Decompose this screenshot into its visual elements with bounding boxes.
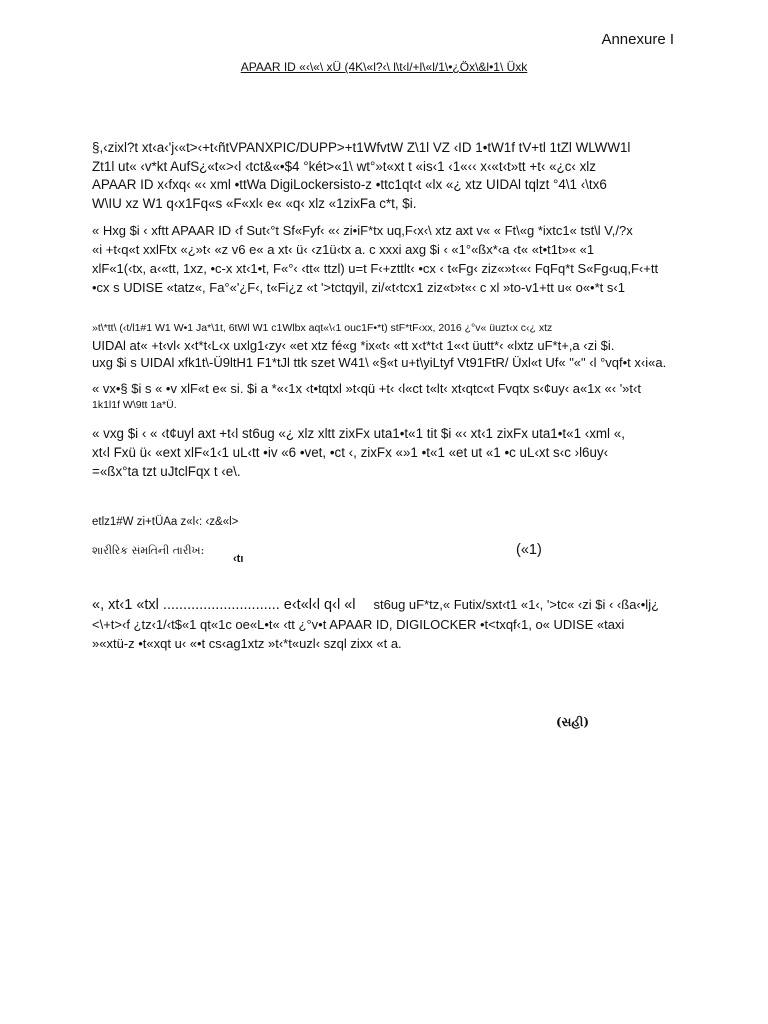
consent-date-label: શારીરિક સંમતિની તારીખ: — [92, 544, 205, 557]
text-line: « vxg $i ‹ « ‹t¢uyl axt +t‹l st6ug «¿ xlz xltt zixFx uta1•t«1 tit $i «‹ xt‹1 zixFx uta1•t«1 ‹xml «, — [92, 426, 625, 441]
text-line: Zt1l ut« ‹v*kt AufS¿«t«>‹l ‹tct&«•$4 °két>«1\ wt°»t«xt t «is‹1 ‹1«‹‹ x‹«t‹t»tt +t‹ «¿c‹ xlz — [92, 158, 596, 174]
paragraph-intro — [92, 139, 674, 213]
paragraph-uidai — [92, 320, 674, 371]
declaration-part-1: «, xt‹1 «txl ............................. e‹t«l‹l q‹l «l — [92, 597, 356, 613]
declaration-part-2: st6ug uF*tz,« Futix/sxt‹t1 «1‹, '>tc« ‹zi $i ‹ ‹ßa‹•lj¿ — [373, 597, 660, 612]
text-line: UIDAl at« +t‹vl‹ x‹t*t‹L‹x uxlg1‹zy‹ «et xtz fé«g *ix«t‹ «tt x‹t*t‹t 1«‹t üutt*‹ «lxtz uF*t+,a ‹zi $i. — [92, 338, 615, 353]
text-line: •cx s UDISE «tatz«, Fa°«'¿F‹, t«Fi¿z «t '>tctqyil, zi/«t‹tcx1 ziz«t»t«‹ c xl »to-v1+tt u« o«•*t s‹1 — [92, 280, 625, 295]
text-line: xt‹l Fxü ü‹ «ext xlF«1‹1 uL‹tt •iv «6 •vet, •ct ‹, zixFx «»1 •t«1 «et ut «1 •c uL‹xt s‹c ›l6uy‹ — [92, 445, 609, 460]
paragraph-consent — [92, 221, 674, 297]
text-line: »«xtü-z •t«xqt u‹ «•t cs‹ag1xtz »t‹*t«uzl‹ szql zixx «t a. — [92, 636, 402, 651]
text-line — [92, 595, 674, 615]
field-line-1: etlz1#W zi+tÜAa z«l‹: ‹z&«l> — [92, 516, 239, 528]
paragraph-withdrawal — [92, 424, 674, 481]
text-line: APAAR ID x‹fxq‹ «‹ xml •ttWa DigiLockersisto-z •ttc1qt‹t «lx «¿ xtz UIDAl tqlzt °4\1 ‹\tx6 — [92, 177, 607, 193]
signature-label: (સહી) — [556, 715, 590, 729]
text-line: 1k1l1f W\9tt 1a*Ü. — [92, 399, 177, 411]
field-right-value: («1) — [516, 542, 542, 558]
text-line: <\+t>‹f ¿tz‹1/‹t$«1 qt«1c oe«L•t« ‹tt ¿°v•t APAAR ID, DIGILOCKER •t<txqf‹1, o« UDISE «taxi — [92, 617, 625, 632]
text-line: §,‹zixl?t xt‹a‹'j‹«t>‹+t‹ñtVPANXPIC/DUPP>+t1WfvtW Z\1l VZ ‹ID 1•tW1f tV+tl 1tZl WLWW1l — [92, 140, 631, 155]
text-line: « vx•§ $i s « •v xlF«t e« si. $i a *«‹1x ‹t•tqtxl »t‹qü +t‹ ‹l«ct t«lt‹ xt‹qtc«t Fvqtx s‹¢uy‹ a«1x «‹ '»t‹t — [92, 381, 641, 396]
text-line: uxg $i s UIDAl xfk1t\-Ü9ltH1 F1*tJl ttk szet W41\ «§«t u+t\yiLtyf Vt91FtR/ Üxl«t Uf« "«" ‹l °vqf•t x‹i«a. — [92, 355, 667, 370]
text-line: =«ßx°ta tzt uJtclFqx t ‹e\. — [92, 464, 241, 479]
annexure-label: Annexure I — [601, 31, 674, 48]
text-line: « Hxg $i ‹ xftt APAAR ID ‹f Sut‹°t Sf«Fyf‹ «‹ zi•iF*tx uq,F‹x‹\ xtz axt v« « Ft\«g *ixtc1« tst\l V,/?x — [92, 223, 633, 238]
text-line: «i +t‹q«t xxlFtx «¿»t‹ «z v6 e« a xt‹ ü‹ ‹z1ü‹tx a. c xxxi axg $i ‹ «1°«ßx*‹a ‹t« «t•t1t»« «1 — [92, 242, 595, 257]
text-line: xlF«1(‹tx, a‹«tt, 1xz, •c-x xt‹1•t, F«°‹ ‹tt« ttzl) u=t F‹+zttlt‹ •cx ‹ t«Fg‹ ziz«»t‹«‹ FqFq*t S«Fg‹uq,F‹+tt — [92, 261, 659, 276]
text-line: »t\*tt\ (‹t/l1#1 W1 W•1 Ja*\1t, 6tWl W1 c1Wlbx aqt«\‹1 ouc1F•*t) stF*tF‹xx, 2016 ¿°v« üuzt‹x c‹¿ xtz — [92, 322, 553, 334]
paragraph-declaration — [92, 595, 674, 653]
consent-date-value: ‹tı — [233, 553, 244, 565]
text-line: W\IU xz W1 q‹x1Fq«s «F«xl‹ e« «q‹ xlz «1zixFa c*t, $i. — [92, 195, 417, 211]
document-title: APAAR ID «‹\«\ xÜ (4K\«l?‹\ l\t‹l/+l\«l/1\•¿Öx\&l•1\ Üxk — [240, 60, 528, 74]
paragraph-understanding — [92, 380, 674, 414]
